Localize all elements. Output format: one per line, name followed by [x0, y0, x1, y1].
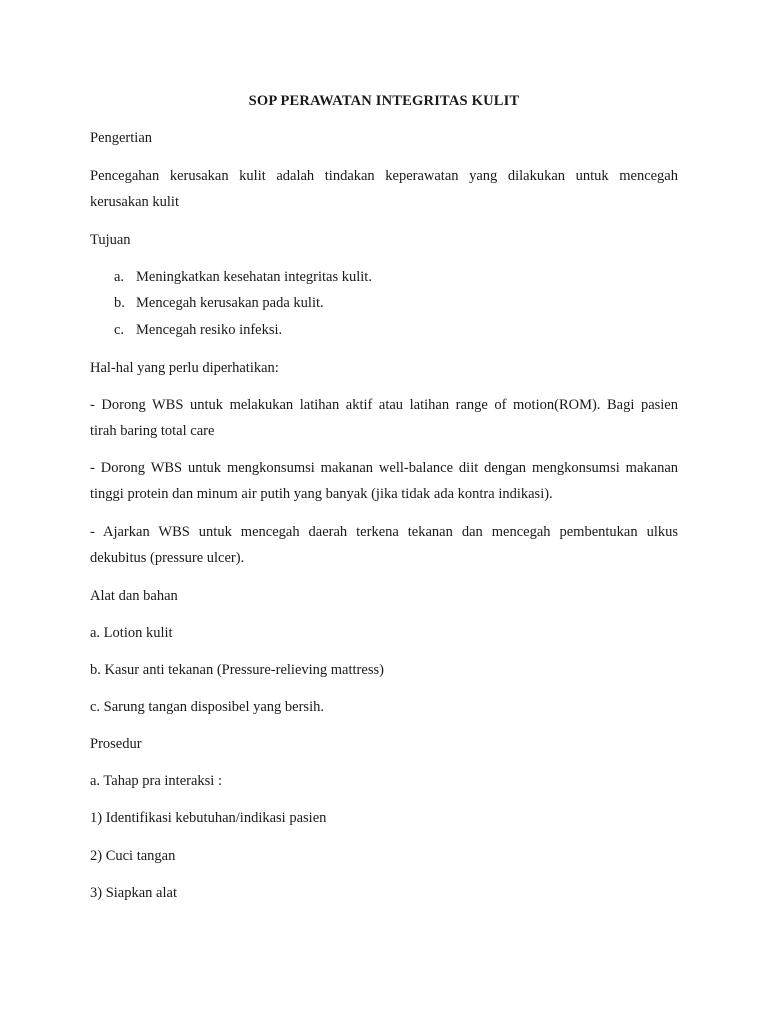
alat-item: b. Kasur anti tekanan (Pressure-relieving mattress)	[90, 662, 384, 678]
tujuan-list-item	[114, 322, 282, 339]
section-heading-hal-hal: Hal-hal yang perlu diperhatikan:	[90, 360, 279, 376]
list-marker: c.	[114, 322, 125, 338]
prosedur-item: 1) Identifikasi kebutuhan/indikasi pasien	[90, 810, 327, 826]
section-heading-prosedur: Prosedur	[90, 736, 142, 752]
point-line-1: - Dorong WBS untuk mengkonsumsi makanan well-balance diit dengan mengkonsumsi makanan	[90, 460, 678, 476]
prosedur-item: a. Tahap pra interaksi :	[90, 773, 222, 789]
hal-hal-point	[90, 519, 678, 571]
point-line-2: tinggi protein dan minum air putih yang banyak (jika tidak ada kontra indikasi).	[90, 486, 553, 502]
prosedur-item: 3) Siapkan alat	[90, 885, 177, 901]
pengertian-line-2: kerusakan kulit	[90, 194, 179, 210]
tujuan-list-item	[114, 295, 324, 312]
prosedur-item: 2) Cuci tangan	[90, 848, 176, 864]
list-item-text: Mencegah kerusakan pada kulit.	[136, 295, 324, 311]
point-line-2: tirah baring total care	[90, 423, 215, 439]
alat-item: c. Sarung tangan disposibel yang bersih.	[90, 699, 324, 715]
tujuan-list-item	[114, 269, 372, 286]
list-marker: b.	[114, 295, 125, 311]
list-marker: a.	[114, 269, 125, 285]
alat-item: a. Lotion kulit	[90, 625, 173, 641]
section-heading-pengertian: Pengertian	[90, 130, 153, 146]
point-line-2: dekubitus (pressure ulcer).	[90, 550, 245, 566]
list-item-text: Meningkatkan kesehatan integritas kulit.	[136, 269, 372, 285]
list-item-text: Mencegah resiko infeksi.	[136, 322, 283, 338]
hal-hal-point	[90, 392, 678, 444]
point-line-1: - Dorong WBS untuk melakukan latihan aktif atau latihan range of motion(ROM). Bagi pasien	[90, 397, 678, 413]
pengertian-paragraph	[90, 163, 678, 215]
section-heading-tujuan: Tujuan	[90, 232, 131, 248]
point-line-1: - Ajarkan WBS untuk mencegah daerah terkena tekanan dan mencegah pembentukan ulkus	[90, 524, 678, 540]
document-title: SOP PERAWATAN INTEGRITAS KULIT	[248, 93, 520, 109]
pengertian-line-1: Pencegahan kerusakan kulit adalah tindakan keperawatan yang dilakukan untuk mencegah	[90, 168, 678, 184]
hal-hal-point	[90, 455, 678, 507]
section-heading-alat: Alat dan bahan	[90, 588, 178, 604]
